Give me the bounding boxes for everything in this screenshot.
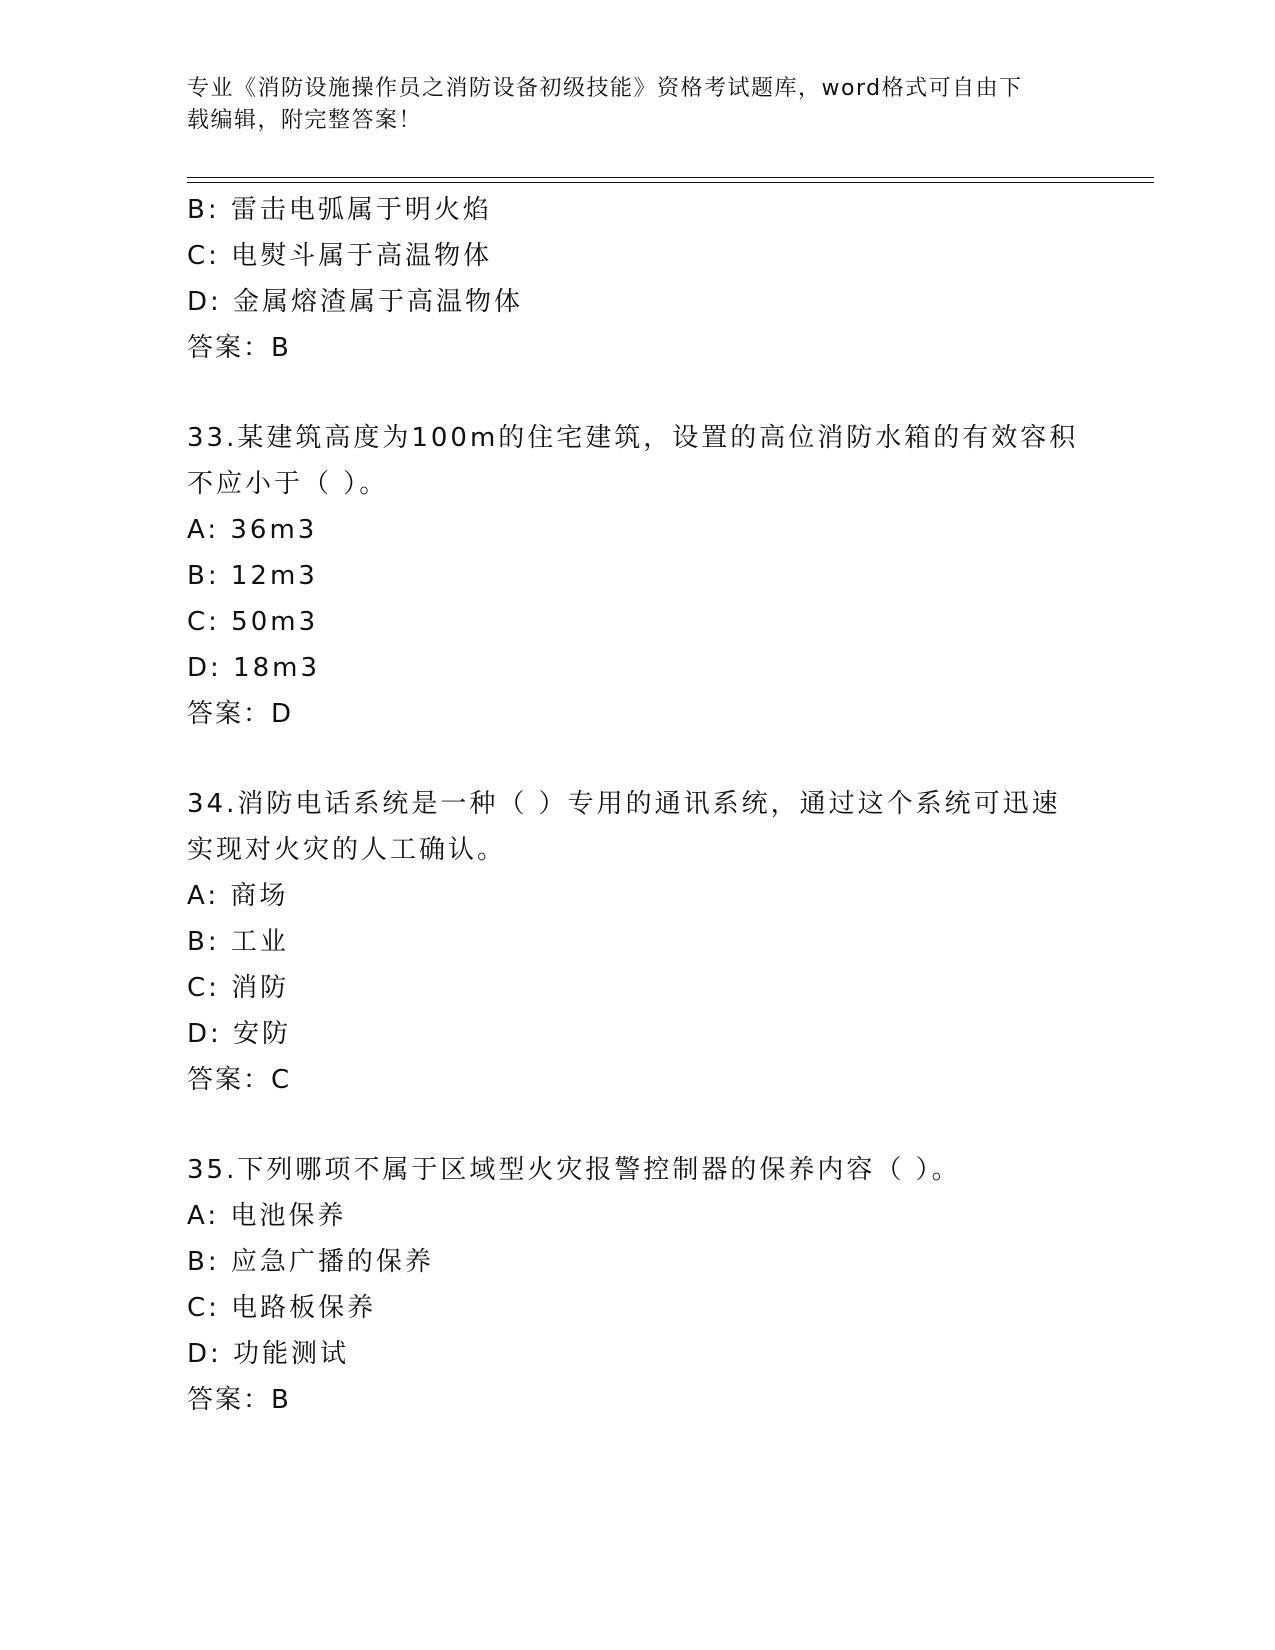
option-a: A: 36m3 — [187, 515, 318, 545]
question-34 — [187, 781, 1087, 1103]
option-a: A: 电池保养 — [187, 1201, 347, 1231]
spacer — [187, 371, 1087, 415]
header-divider-top — [187, 177, 1154, 178]
option-b: B: 雷击电弧属于明火焰 — [187, 195, 492, 225]
question-32 — [187, 187, 1087, 371]
answer-line: 答案：B — [187, 333, 291, 363]
header-line-1: 专业《消防设施操作员之消防设备初级技能》资格考试题库，word格式可自由下 — [187, 76, 1023, 101]
option-c: C: 电熨斗属于高温物体 — [187, 241, 493, 271]
option-c: C: 50m3 — [187, 607, 319, 637]
option-a: A: 商场 — [187, 881, 289, 911]
option-b: B: 12m3 — [187, 561, 318, 591]
option-d: D: 金属熔渣属于高温物体 — [187, 287, 524, 317]
option-b: B: 应急广播的保养 — [187, 1247, 434, 1277]
option-c: C: 电路板保养 — [187, 1293, 377, 1323]
question-stem-line-2: 实现对火灾的人工确认。 — [187, 835, 507, 865]
question-stem-line-1: 35.下列哪项不属于区域型火灾报警控制器的保养内容（ ）。 — [187, 1155, 961, 1185]
option-d: D: 18m3 — [187, 653, 320, 683]
question-stem-line-2: 不应小于（ ）。 — [187, 469, 389, 499]
question-35 — [187, 1147, 1087, 1423]
question-list — [187, 187, 1087, 1423]
option-c: C: 消防 — [187, 973, 290, 1003]
question-stem-line-1: 34.消防电话系统是一种（ ）专用的通讯系统，通过这个系统可迅速 — [187, 789, 1061, 819]
option-d: D: 功能测试 — [187, 1339, 350, 1369]
spacer — [187, 737, 1087, 781]
header-divider-bottom — [187, 182, 1154, 183]
answer-line: 答案：B — [187, 1385, 291, 1415]
answer-line: 答案：C — [187, 1065, 292, 1095]
answer-line: 答案：D — [187, 699, 294, 729]
spacer — [187, 1103, 1087, 1147]
document-header — [187, 73, 1067, 137]
question-33 — [187, 415, 1087, 737]
option-b: B: 工业 — [187, 927, 289, 957]
header-line-2: 载编辑，附完整答案！ — [187, 108, 423, 133]
option-d: D: 安防 — [187, 1019, 292, 1049]
question-stem-line-1: 33.某建筑高度为100m的住宅建筑，设置的高位消防水箱的有效容积 — [187, 423, 1079, 453]
